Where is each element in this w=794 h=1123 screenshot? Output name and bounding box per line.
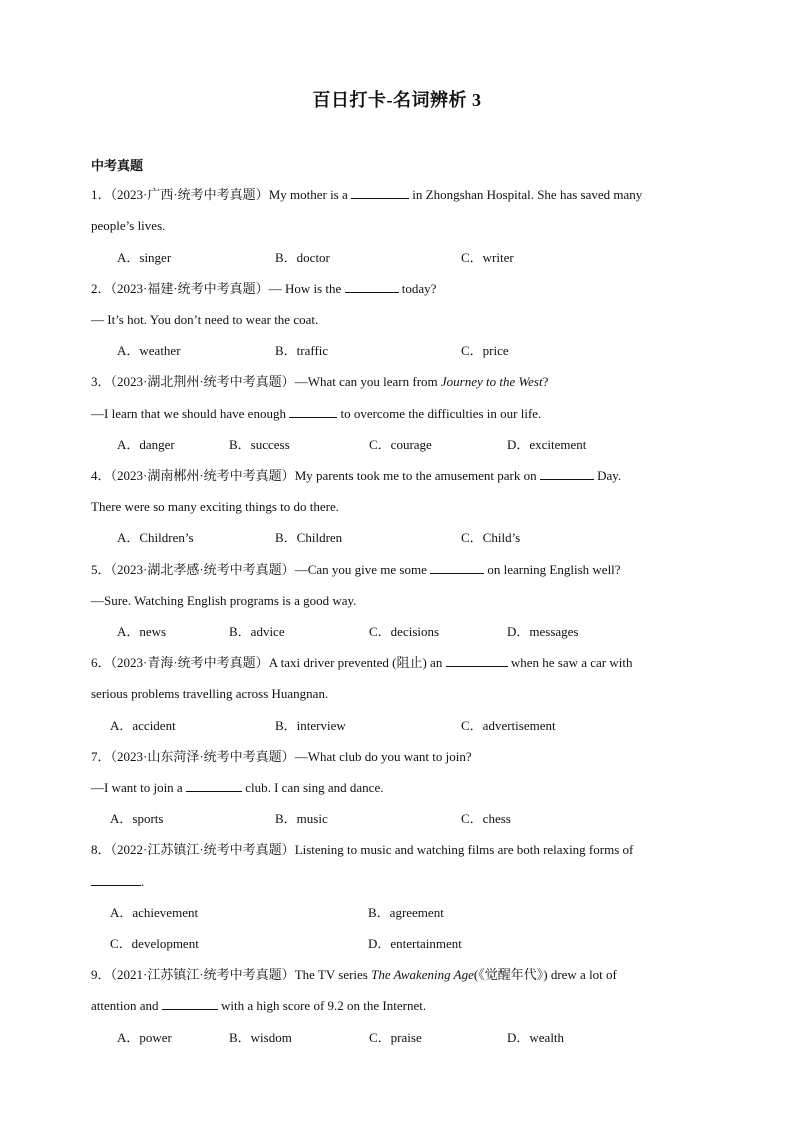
question-source: （2023·湖北孝感·统考中考真题） xyxy=(110,562,295,577)
option-c: C．price xyxy=(461,343,509,358)
answer-blank xyxy=(430,561,484,574)
option-b: B．traffic xyxy=(275,343,329,358)
question-text: —What club do you want to join? xyxy=(294,749,472,764)
answer-blank xyxy=(345,280,399,293)
option-a: A．singer xyxy=(117,250,172,265)
option-a: A．weather xyxy=(117,343,181,358)
answer-blank xyxy=(446,654,508,667)
option-c: C．advertisement xyxy=(461,718,556,733)
question-text: Day. xyxy=(593,468,622,483)
question-text: (《觉醒年代》) drew a lot of xyxy=(473,967,617,982)
question-number: 6． xyxy=(91,655,111,670)
option-b: B．interview xyxy=(275,718,346,733)
answer-blank xyxy=(289,405,337,418)
question-source: （2023·福建·统考中考真题） xyxy=(110,281,269,296)
option-c: C．Child’s xyxy=(461,530,521,545)
book-title: Journey to the West xyxy=(440,374,543,389)
question-number: 9． xyxy=(91,967,111,982)
question-9 xyxy=(91,966,617,984)
option-c: C．development xyxy=(110,936,199,951)
question-number: 4． xyxy=(91,468,111,483)
answer-blank xyxy=(91,873,141,886)
question-6 xyxy=(91,654,632,672)
question-text: club. I can sing and dance. xyxy=(241,780,384,795)
answer-blank xyxy=(351,186,409,199)
option-d: D．messages xyxy=(507,624,579,639)
option-a: A．sports xyxy=(110,811,164,826)
question-8 xyxy=(91,841,633,859)
question-8-line2 xyxy=(91,873,144,891)
question-number: 1． xyxy=(91,187,111,202)
question-text: to overcome the difficulties in our life. xyxy=(337,406,542,421)
question-2-line2: — It’s hot. You don’t need to wear the coat. xyxy=(91,312,319,327)
question-source: （2022·江苏镇江·统考中考真题） xyxy=(110,842,295,857)
question-text: —I learn that we should have enough xyxy=(91,406,290,421)
question-source: （2023·山东菏泽·统考中考真题） xyxy=(110,749,295,764)
question-text: My mother is a xyxy=(268,187,352,202)
question-text: on learning English well? xyxy=(484,562,621,577)
question-1 xyxy=(91,186,642,204)
tv-series-title: The Awakening Age xyxy=(371,967,474,982)
question-number: 5． xyxy=(91,562,111,577)
option-c: C．chess xyxy=(461,811,511,826)
question-number: 7． xyxy=(91,749,111,764)
question-4-line2: There were so many exciting things to do there. xyxy=(91,499,340,514)
option-b: B．music xyxy=(275,811,328,826)
question-text: My parents took me to the amusement park on xyxy=(294,468,540,483)
option-b: B．Children xyxy=(275,530,343,545)
answer-blank xyxy=(186,779,242,792)
question-text: attention and xyxy=(91,998,162,1013)
question-source: （2023·广西·统考中考真题） xyxy=(110,187,269,202)
option-d: D．entertainment xyxy=(368,936,462,951)
question-text: . xyxy=(141,874,145,889)
question-number: 2． xyxy=(91,281,111,296)
question-text: with a high score of 9.2 on the Internet. xyxy=(217,998,427,1013)
option-a: A．Children’s xyxy=(117,530,194,545)
option-b: B．doctor xyxy=(275,250,330,265)
option-c: C．praise xyxy=(369,1030,422,1045)
option-a: A．achievement xyxy=(110,905,199,920)
option-a: A．accident xyxy=(110,718,176,733)
question-4 xyxy=(91,467,621,485)
question-text: The TV series xyxy=(294,967,372,982)
question-source: （2021·江苏镇江·统考中考真题） xyxy=(110,967,295,982)
question-number: 8． xyxy=(91,842,111,857)
question-source: （2023·湖北荆州·统考中考真题） xyxy=(110,374,295,389)
question-text: —Can you give me some xyxy=(294,562,431,577)
question-1-line2: people’s lives. xyxy=(91,218,166,233)
option-d: D．wealth xyxy=(507,1030,565,1045)
option-b: B．wisdom xyxy=(229,1030,292,1045)
page-title: 百日打卡-名词辨析 3 xyxy=(312,90,482,110)
question-3-line2 xyxy=(91,405,541,423)
option-a: A．news xyxy=(117,624,167,639)
question-text: A taxi driver prevented (阻止) an xyxy=(268,655,446,670)
option-b: B．success xyxy=(229,437,290,452)
option-a: A．power xyxy=(117,1030,172,1045)
question-7-line2 xyxy=(91,779,383,797)
section-heading: 中考真题 xyxy=(91,158,144,173)
question-text: —What can you learn from xyxy=(294,374,441,389)
question-source: （2023·湖南郴州·统考中考真题） xyxy=(110,468,295,483)
question-text: — How is the xyxy=(268,281,345,296)
question-number: 3． xyxy=(91,374,111,389)
question-source: （2023·青海·统考中考真题） xyxy=(110,655,269,670)
option-c: C．decisions xyxy=(369,624,440,639)
option-a: A．danger xyxy=(117,437,175,452)
question-text: Listening to music and watching films are both relaxing forms of xyxy=(294,842,634,857)
question-3 xyxy=(91,373,548,391)
question-5-line2: —Sure. Watching English programs is a good way. xyxy=(91,593,357,608)
question-6-line2: serious problems travelling across Huangnan. xyxy=(91,686,329,701)
answer-blank xyxy=(540,467,594,480)
question-text: ? xyxy=(542,374,549,389)
option-b: B．agreement xyxy=(368,905,444,920)
option-b: B．advice xyxy=(229,624,285,639)
answer-blank xyxy=(162,997,218,1010)
question-text: today? xyxy=(398,281,437,296)
option-c: C．courage xyxy=(369,437,432,452)
question-7 xyxy=(91,748,472,766)
question-5 xyxy=(91,561,621,579)
question-9-line2 xyxy=(91,997,426,1015)
question-text: when he saw a car with xyxy=(507,655,633,670)
question-text: in Zhongshan Hospital. She has saved many xyxy=(409,187,643,202)
option-c: C．writer xyxy=(461,250,514,265)
question-text: —I want to join a xyxy=(91,780,186,795)
option-d: D．excitement xyxy=(507,437,587,452)
question-2 xyxy=(91,280,436,298)
